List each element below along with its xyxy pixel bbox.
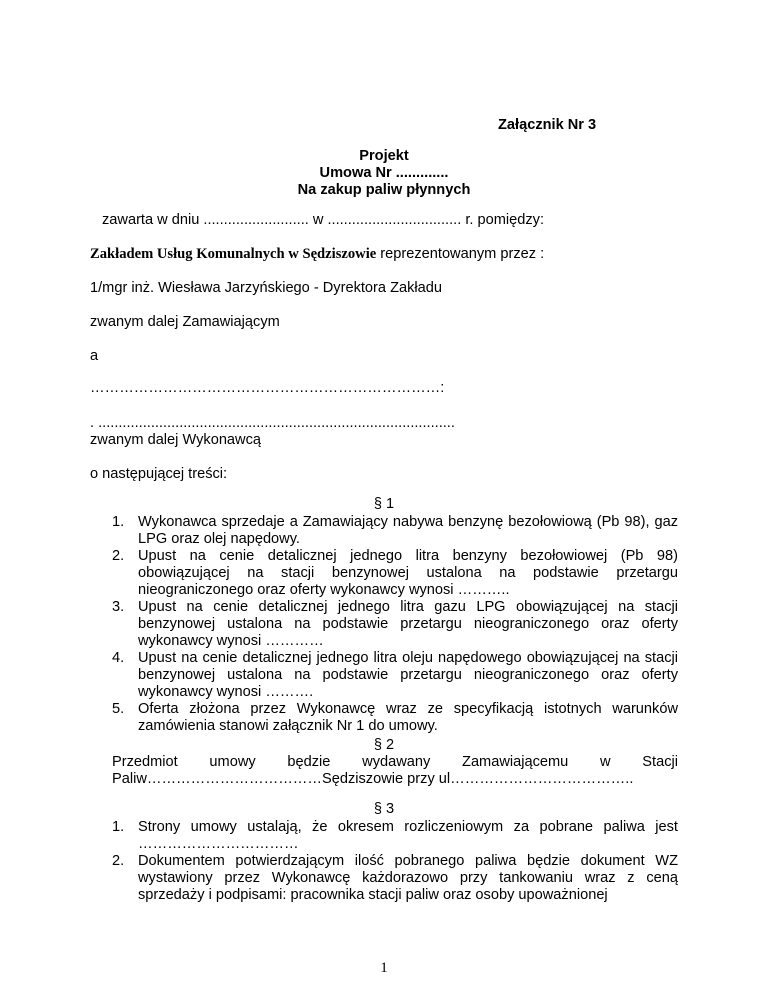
contractor-dots-2: . ........................................................................................ <box>90 415 455 431</box>
list-item: 5. Oferta złożona przez Wykonawcę wraz ze specyfikacją istotnych warunków zamówienia stanowi załącznik Nr 1 do umowy. <box>112 701 678 734</box>
following-content: o następującej treści: <box>90 466 228 482</box>
party1-name: Zakładem Usług Komunalnych w Sędziszowie <box>90 246 377 262</box>
concluded-line: zawarta w dniu .......................... w ................................. r. pomiędzy: <box>102 212 544 228</box>
section-3-list <box>112 819 678 904</box>
party1-rest: reprezentowanym przez : <box>376 246 545 262</box>
and-word: a <box>90 348 99 364</box>
party1-line <box>90 246 544 263</box>
contract-subject: Na zakup paliw płynnych <box>297 182 471 198</box>
representative-line: 1/mgr inż. Wiesława Jarzyńskiego - Dyrektora Zakładu <box>90 280 442 296</box>
section-2-line-2: Paliw………………………………Sędziszowie przy ul……………………………….. <box>112 771 634 787</box>
section-1-list <box>112 514 678 735</box>
section-3-title: § 3 <box>373 801 395 817</box>
called-ordering: zwanym dalej Zamawiającym <box>90 314 280 330</box>
project-label: Projekt <box>359 148 409 164</box>
list-item: 3. Upust na cenie detalicznej jednego litra gazu LPG obowiązującej na stacji benzynowej ustalona na podstawie przetargu nieograniczonego oraz oferty wykonawcy wynosi ………… <box>112 599 678 649</box>
page-number: 1 <box>380 960 388 976</box>
list-item: 2. Upust na cenie detalicznej jednego litra benzyny bezołowiowej (Pb 98) obowiązującej na stacji benzynowej ustalona na podstawie przetargu nieograniczonego oraz oferty wykonawcy wynosi ……….. <box>112 548 678 598</box>
contract-number: Umowa Nr ............. <box>319 165 449 181</box>
called-contractor: zwanym dalej Wykonawcą <box>90 432 262 448</box>
contractor-dots-1: ………………………………………………………………: <box>90 380 445 396</box>
attachment-label: Załącznik Nr 3 <box>498 117 597 133</box>
section-1-title: § 1 <box>373 496 395 512</box>
list-item: 1. Strony umowy ustalają, że okresem rozliczeniowym za pobrane paliwa jest …………………………… <box>112 819 678 852</box>
list-item: 1. Wykonawca sprzedaje a Zamawiający nabywa benzynę bezołowiową (Pb 98), gaz LPG oraz olej napędowy. <box>112 514 678 547</box>
section-2-title: § 2 <box>373 737 395 753</box>
section-2-line-1: Przedmiot umowy będzie wydawany Zamawiającemu w Stacji <box>112 754 678 770</box>
list-item: 2. Dokumentem potwierdzającym ilość pobranego paliwa będzie dokument WZ wystawiony przez Wykonawcę każdorazowo przy tankowaniu wraz z ceną sprzedaży i podpisami: pracownika stacji paliw oraz osoby upoważnionej <box>112 853 678 903</box>
list-item: 4. Upust na cenie detalicznej jednego litra oleju napędowego obowiązującej na stacji benzynowej ustalona na podstawie przetargu nieograniczonego oraz oferty wykonawcy wynosi ………. <box>112 650 678 700</box>
